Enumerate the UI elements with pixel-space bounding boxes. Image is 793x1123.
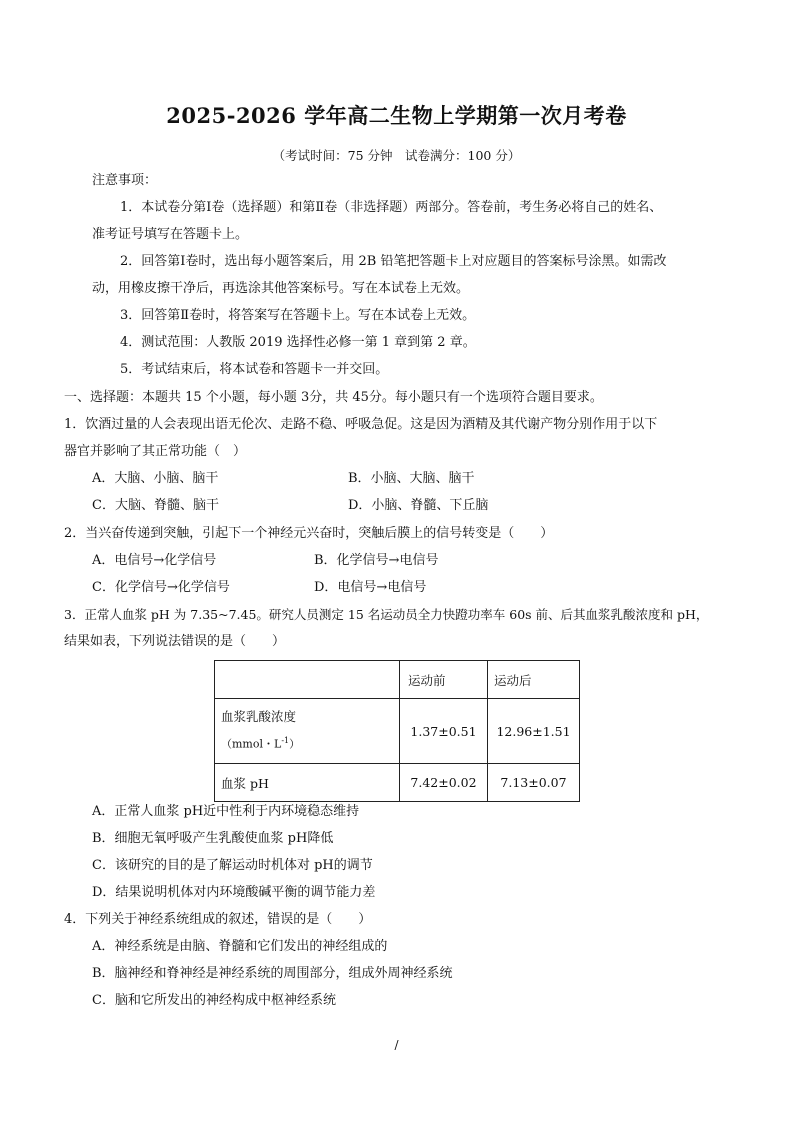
question-2-option-d: D．电信号→电信号 [314,580,427,595]
table-header-after: 运动后 [488,661,580,699]
table-row-label: 血浆 pH [215,764,400,802]
page-title: 2025-2026 学年高二生物上学期第一次月考卷 [166,103,627,128]
table-cell: 7.13±0.07 [488,764,580,802]
question-3-option-a: A．正常人血浆 pH近中性利于内环境稳态维持 [92,804,360,819]
table-cell: 12.96±1.51 [488,699,580,764]
notice-line: 1．本试卷分第Ⅰ卷（选择题）和第Ⅱ卷（非选择题）两部分。答卷前，考生务必将自己的姓名、 [120,200,663,215]
question-4-option-a: A．神经系统是由脑、脊髓和它们发出的神经组成的 [92,939,388,954]
question-4-stem: 4．下列关于神经系统组成的叙述，错误的是（ ） [64,912,372,927]
question-2-option-b: B．化学信号→电信号 [314,553,439,568]
question-1-stem: 1．饮酒过量的人会表现出语无伦次、走路不稳、呼吸急促。这是因为酒精及其代谢产物分别作用于以下 [64,417,658,432]
question-3-option-c: C．该研究的目的是了解运动时机体对 pH的调节 [92,858,373,873]
table-cell-unit [221,729,393,757]
notice-line: 准考证号填写在答题卡上。 [92,227,249,242]
notice-line: 3．回答第Ⅱ卷时，将答案写在答题卡上。写在本试卷上无效。 [120,308,476,323]
table-row [215,699,580,764]
question-2-stem: 2．当兴奋传递到突触，引起下一个神经元兴奋时，突触后膜上的信号转变是（ ） [64,526,554,541]
table-cell-label: 血浆乳酸浓度 [221,709,297,725]
unit-text-end: ） [289,737,301,751]
question-1-option-a: A．大脑、小脑、脑干 [92,471,219,486]
notice-line: 5．考试结束后，将本试卷和答题卡一并交回。 [120,362,389,377]
table-row [215,764,580,802]
question-4-option-c: C．脑和它所发出的神经构成中枢神经系统 [92,993,336,1008]
table-row-label [215,699,400,764]
notice-line: 2．回答第Ⅰ卷时，选出每小题答案后，用 2B 铅笔把答题卡上对应题目的答案标号涂黑。如需改 [120,254,667,269]
question-1-option-b: B．小脑、大脑、脑干 [348,471,475,486]
notice-heading: 注意事项： [92,173,158,188]
notice-line: 4．测试范围：人教版 2019 选择性必修一第 1 章到第 2 章。 [120,335,476,350]
question-1-option-c: C．大脑、脊髓、脑干 [92,498,219,513]
table-cell: 7.42±0.02 [400,764,488,802]
question-2-option-c: C．化学信号→化学信号 [92,580,230,595]
table-header-before: 运动前 [400,661,488,699]
question-1-stem: 器官并影响了其正常功能（ ） [64,444,247,459]
table-cell: 1.37±0.51 [400,699,488,764]
question-3-option-b: B．细胞无氧呼吸产生乳酸使血浆 pH降低 [92,831,334,846]
section-heading: 一、选择题：本题共 15 个小题，每小题 3分，共 45分。每小题只有一个选项符合题目要求。 [64,390,603,405]
unit-text: （mmol・L [221,737,282,751]
exam-info: （考试时间：75 分钟 试卷满分：100 分） [272,148,521,163]
question-3-stem: 结果如表，下列说法错误的是（ ） [64,634,286,649]
data-table [214,660,580,802]
unit-exponent: -1 [281,736,290,746]
table-header-empty [215,661,400,699]
question-1-option-d: D．小脑、脊髓、下丘脑 [348,498,489,513]
page-footer: / [394,1038,399,1052]
question-3-option-d: D．结果说明机体对内环境酸碱平衡的调节能力差 [92,885,376,900]
question-2-option-a: A．电信号→化学信号 [92,553,217,568]
question-3-stem: 3．正常人血浆 pH 为 7.35~7.45。研究人员测定 15 名运动员全力快蹬功率车 60s 前、后其血浆乳酸浓度和 pH， [64,607,709,622]
question-4-option-b: B．脑神经和脊神经是神经系统的周围部分，组成外周神经系统 [92,966,453,981]
notice-line: 动，用橡皮擦干净后，再选涂其他答案标号。写在本试卷上无效。 [92,281,470,296]
